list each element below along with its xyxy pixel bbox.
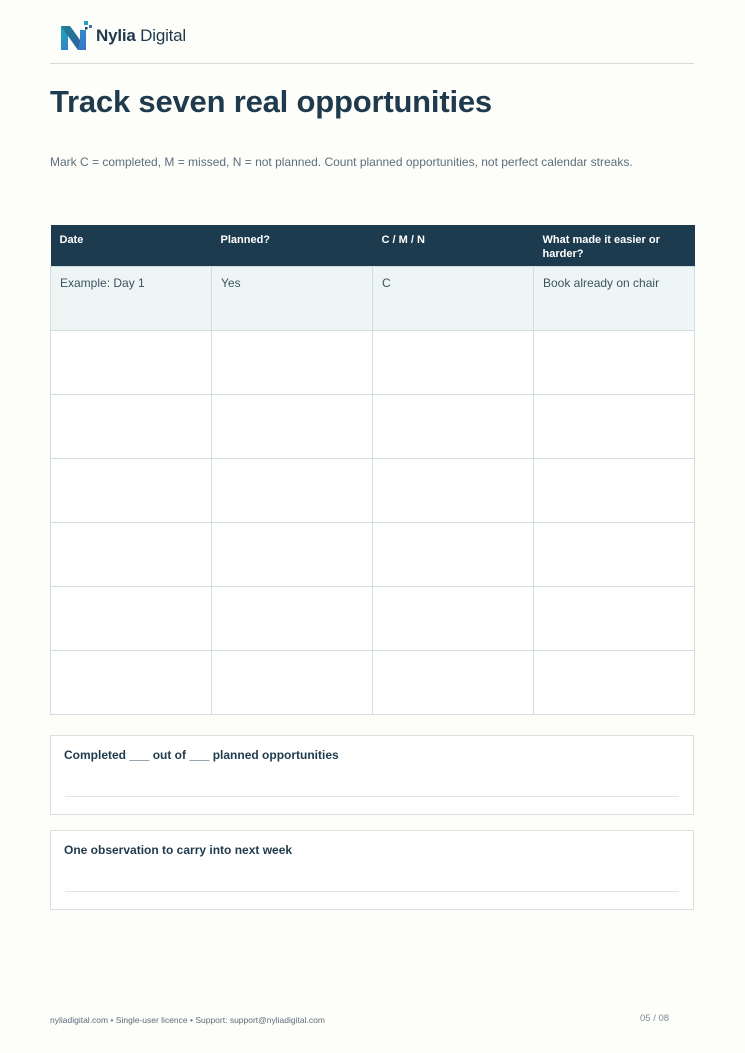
date-cell[interactable] — [51, 650, 212, 714]
status-cell[interactable] — [373, 586, 534, 650]
opportunity-tracker-table — [50, 225, 695, 715]
example-notes-cell: Book already on chair — [534, 266, 695, 330]
example-planned-cell: Yes — [212, 266, 373, 330]
notes-cell[interactable] — [534, 522, 695, 586]
status-cell[interactable] — [373, 650, 534, 714]
example-row — [51, 266, 695, 330]
example-status-cell: C — [373, 266, 534, 330]
page-title: Track seven real opportunities — [50, 84, 492, 119]
planned-cell[interactable] — [212, 330, 373, 394]
column-header-planned: Planned? — [212, 225, 373, 266]
status-cell[interactable] — [373, 394, 534, 458]
table-row — [51, 330, 695, 394]
example-date-cell: Example: Day 1 — [51, 266, 212, 330]
column-header-status: C / M / N — [373, 225, 534, 266]
planned-cell[interactable] — [212, 394, 373, 458]
table-header-row — [51, 225, 695, 266]
column-header-notes: What made it easier or harder? — [534, 225, 695, 266]
completed-summary-box — [50, 735, 694, 815]
planned-cell[interactable] — [212, 650, 373, 714]
brand-logo — [58, 18, 186, 54]
table-row — [51, 458, 695, 522]
notes-cell[interactable] — [534, 650, 695, 714]
date-cell[interactable] — [51, 394, 212, 458]
observation-write-line[interactable] — [65, 891, 679, 892]
observation-label: One observation to carry into next week — [64, 843, 293, 857]
date-cell[interactable] — [51, 330, 212, 394]
notes-cell[interactable] — [534, 330, 695, 394]
brand-name: Nylia Digital — [96, 26, 187, 45]
status-cell[interactable] — [373, 522, 534, 586]
table-row — [51, 522, 695, 586]
status-cell[interactable] — [373, 458, 534, 522]
table-row — [51, 650, 695, 714]
page-header — [50, 16, 694, 64]
notes-cell[interactable] — [534, 586, 695, 650]
completed-summary-write-line[interactable] — [65, 796, 679, 797]
observation-box — [50, 830, 694, 910]
date-cell[interactable] — [51, 458, 212, 522]
date-cell[interactable] — [51, 586, 212, 650]
column-header-date: Date — [51, 225, 212, 266]
table-row — [51, 394, 695, 458]
table-row — [51, 586, 695, 650]
page-intro: Mark C = completed, M = missed, N = not planned. Count planned opportunities, not perfect calendar streaks. — [50, 155, 633, 169]
notes-cell[interactable] — [534, 458, 695, 522]
planned-cell[interactable] — [212, 586, 373, 650]
planned-cell[interactable] — [212, 458, 373, 522]
planned-cell[interactable] — [212, 522, 373, 586]
notes-cell[interactable] — [534, 394, 695, 458]
date-cell[interactable] — [51, 522, 212, 586]
completed-summary-label: Completed ___ out of ___ planned opportunities — [64, 748, 339, 762]
status-cell[interactable] — [373, 330, 534, 394]
brand-logo-icon — [58, 18, 94, 54]
footer-info: nyliadigital.com • Single-user licence • Support: support@nyliadigital.com — [50, 1015, 325, 1025]
page-number: 05 / 08 — [640, 1013, 670, 1024]
